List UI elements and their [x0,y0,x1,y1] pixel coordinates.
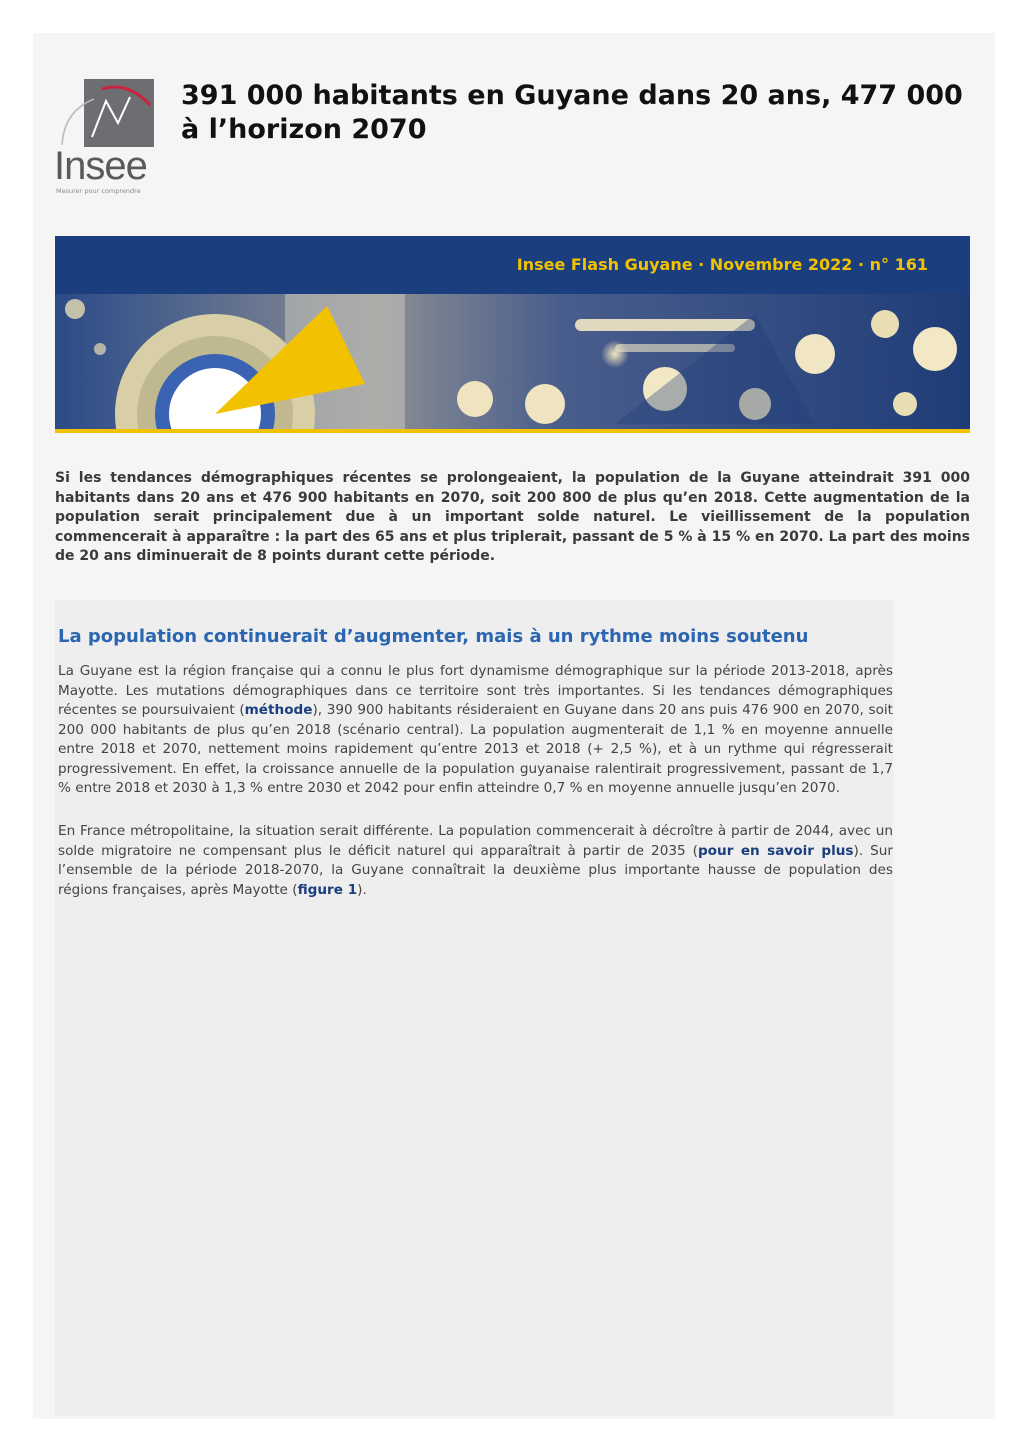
publication-banner [55,236,970,294]
insee-logo[interactable] [54,77,164,197]
paragraph-text: ). [357,881,367,898]
publication-label: Insee Flash Guyane · Novembre 2022 · n° 161 [516,255,928,274]
paragraph-text: En France métropolitaine, la situation serait différente. La population commencerait à décroître à partir de 2044, avec un solde migratoire ne compensant plus le déficit naturel qui apparaîtrait à partir de 2035 ( [58,823,893,859]
body-paragraph-2 [58,822,893,900]
logo-tagline: Mesurer pour comprendre [56,187,141,195]
pour-en-savoir-plus-link[interactable]: pour en savoir plus [697,842,854,859]
paragraph-text: ). Sur l’ensemble de la période 2018-2070, la Guyane connaîtrait la deuxième plus importante hausse de population des régions françaises, après Mayotte ( [58,842,893,898]
content-section [55,600,893,1416]
logo-wordmark: Insee [54,144,147,188]
figure-1-link[interactable]: figure 1 [297,881,358,898]
page [33,33,995,1419]
methode-link[interactable]: méthode [244,702,313,718]
lead-paragraph: Si les tendances démographiques récentes se prolongeaient, la population de la Guyane atteindrait 391 000 habitants dans 20 ans et 476 900 habitants en 2070, soit 200 800 de plus qu’en 2018. Cette augmentation de la population serait principalement due à un important solde naturel. Le vieillissement de la population commencerait à apparaître : la part des 65 ans et plus triplerait, passant de 5 % à 15 % en 2070. La part des moins de 20 ans diminuerait de 8 points durant cette période. [55,470,970,564]
paragraph-text: La Guyane est la région française qui a connu le plus fort dynamisme démographique sur la période 2013-2018, après Mayotte. Les mutations démographiques dans ce territoire sont très importantes. Si les tendances démographiques récentes se poursuivaient ( [58,663,893,718]
paragraph-text: ), 390 900 habitants résideraient en Guyane dans 20 ans puis 476 900 en 2070, soit 200 000 habitants de plus qu’en 2018 (scénario central). La population augmenterait de 1,1 % en moyenne annuelle entre 2018 et 2070, nettement moins rapidement qu’entre 2013 et 2018 (+ 2,5 %), et à un rythme qui régresserait progressivement. En effet, la croissance annuelle de la population guyanaise ralentirait progressivement, passant de 1,7 % entre 2018 et 2030 à 1,3 % entre 2030 et 2042 pour enfin atteindre 0,7 % en moyenne annuelle jusqu’en 2070. [58,702,893,796]
section-heading: La population continuerait d’augmenter, mais à un rythme moins soutenu [58,626,809,647]
banner-illustration [55,294,970,433]
body-paragraph-1 [58,662,893,799]
page-title: 391 000 habitants en Guyane dans 20 ans, 477 000 à l’horizon 2070 [181,80,963,145]
logo-arc-icon [58,97,98,147]
